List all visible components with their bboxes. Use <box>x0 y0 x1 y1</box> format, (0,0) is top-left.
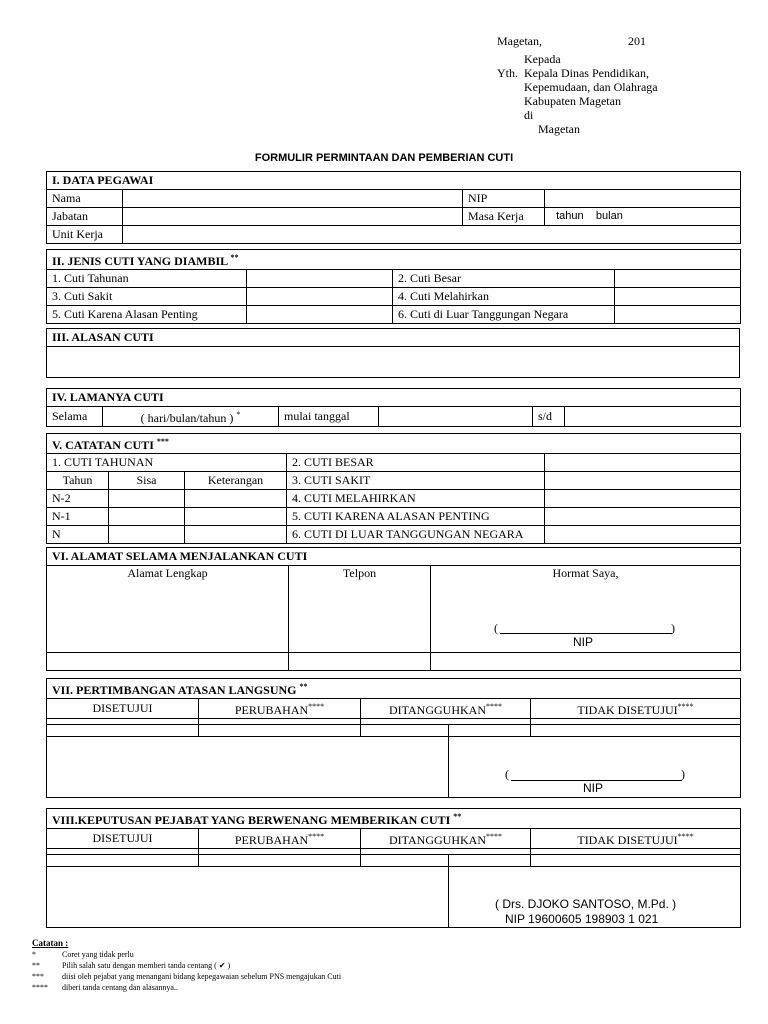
s7-col-tidak-disetujui-mark: **** <box>677 702 694 711</box>
yth-label: Yth. <box>497 66 518 80</box>
s8-col-ditangguhkan <box>361 829 531 849</box>
s7-col-ditangguhkan-text: DITANGGUHKAN <box>388 703 487 717</box>
cuti-luar-tanggungan-label: 6. Cuti di Luar Tanggungan Negara <box>393 306 615 324</box>
note-item <box>32 949 341 960</box>
cuti-alasan-penting-check[interactable] <box>247 306 393 324</box>
row-n2-sisa[interactable] <box>109 490 185 508</box>
section-5-mark: *** <box>156 437 169 446</box>
section-4-title: IV. LAMANYA CUTI <box>47 389 741 407</box>
s6-paren-close: ) <box>671 621 675 635</box>
note-mark: *** <box>32 972 44 981</box>
cuti-sakit-check[interactable] <box>247 288 393 306</box>
durasi-mark: * <box>236 410 241 419</box>
selama-label: Selama <box>47 407 103 427</box>
s7-alasan-field[interactable] <box>47 725 449 798</box>
s7-paren-open: ( <box>505 767 509 781</box>
s7-col-tidak-disetujui-text: TIDAK DISETUJUI <box>577 703 678 717</box>
s8-col-ditangguhkan-mark: **** <box>486 832 503 841</box>
s7-nip-label: NIP <box>583 781 604 795</box>
s7-col-perubahan <box>199 699 361 719</box>
row-n-label: N <box>47 526 109 544</box>
note-item <box>32 971 341 982</box>
s7-col-perubahan-text: PERUBAHAN <box>234 703 309 717</box>
mulai-tanggal-field[interactable] <box>379 407 533 427</box>
section-catatan-cuti <box>46 433 741 544</box>
cuti-tahunan-check[interactable] <box>247 270 393 288</box>
row-n2-label: N-2 <box>47 490 109 508</box>
catatan-alasan-penting-field[interactable] <box>545 508 741 526</box>
catatan-alasan-penting-label: 5. CUTI KARENA ALASAN PENTING <box>287 508 545 526</box>
nip-field[interactable] <box>545 190 741 208</box>
s8-col-perubahan <box>199 829 361 849</box>
s8-col-perubahan-text: PERUBAHAN <box>234 833 309 847</box>
section-alasan-cuti <box>46 328 740 378</box>
section-7-title <box>47 679 741 699</box>
note-mark: * <box>32 950 36 959</box>
hormat-extra-cell <box>431 653 741 671</box>
section-7-title-text: VII. PERTIMBANGAN ATASAN LANGSUNG <box>52 683 297 697</box>
telpon-field[interactable] <box>289 566 431 653</box>
s8-col-disetujui: DISETUJUI <box>47 829 199 849</box>
note-item <box>32 982 341 993</box>
kepada-label: Kepada <box>524 52 561 66</box>
masa-kerja-label: Masa Kerja <box>463 208 545 226</box>
catatan-tahunan-label: 1. CUTI TAHUNAN <box>47 454 287 472</box>
section-alamat <box>46 547 741 671</box>
col-keterangan: Keterangan <box>185 472 287 490</box>
s8-col-tidak-disetujui-text: TIDAK DISETUJUI <box>577 833 678 847</box>
city-label: Magetan <box>538 122 580 136</box>
note-text: diisi oleh pejabat yang menangani bidang kepegawaian sebelum PNS mengajukan Cuti <box>62 972 342 981</box>
section-8-title-text: VIII.KEPUTUSAN PEJABAT YANG BERWENANG MEMBERIKAN CUTI <box>52 813 451 827</box>
section-2-title <box>47 250 741 270</box>
s8-col-tidak-disetujui-mark: **** <box>677 832 694 841</box>
section-3-title: III. ALASAN CUTI <box>47 329 740 347</box>
telpon-label: Telpon <box>342 566 377 580</box>
alasan-cuti-field[interactable] <box>47 347 740 378</box>
recipient-line-3: Kabupaten Magetan <box>524 94 621 108</box>
cuti-luar-tanggungan-check[interactable] <box>615 306 741 324</box>
section-5-title-text: V. CATATAN CUTI <box>52 438 154 452</box>
col-tahun: Tahun <box>47 472 109 490</box>
s8-col-ditangguhkan-text: DITANGGUHKAN <box>388 833 487 847</box>
s6-signature-line[interactable] <box>500 633 672 634</box>
row-n2-keterangan[interactable] <box>185 490 287 508</box>
s7-col-ditangguhkan <box>361 699 531 719</box>
catatan-title: Catatan : <box>32 938 69 948</box>
cuti-besar-label: 2. Cuti Besar <box>393 270 615 288</box>
recipient-line-1: Kepala Dinas Pendidikan, <box>524 66 649 80</box>
jabatan-field[interactable] <box>123 208 463 226</box>
catatan-besar-field[interactable] <box>545 454 741 472</box>
row-n1-label: N-1 <box>47 508 109 526</box>
alamat-extra-field[interactable] <box>47 653 289 671</box>
alamat-label: Alamat Lengkap <box>127 566 208 580</box>
s8-alasan-field[interactable] <box>47 855 449 928</box>
cuti-besar-check[interactable] <box>615 270 741 288</box>
mulai-tanggal-label: mulai tanggal <box>279 407 379 427</box>
telpon-extra-field[interactable] <box>289 653 431 671</box>
note-mark: ** <box>32 961 40 970</box>
masa-kerja-field[interactable] <box>545 208 741 226</box>
unit-kerja-field[interactable] <box>123 226 741 244</box>
form-title: FORMULIR PERMINTAAN DAN PEMBERIAN CUTI <box>254 152 514 164</box>
nip-label: NIP <box>463 190 545 208</box>
sd-label: s/d <box>533 407 565 427</box>
section-lamanya-cuti <box>46 388 741 427</box>
unit-kerja-label: Unit Kerja <box>47 226 123 244</box>
selama-field[interactable] <box>103 407 279 427</box>
nama-field[interactable] <box>123 190 463 208</box>
s8-signer-nip: NIP 19600605 198903 1 021 <box>505 912 659 926</box>
section-8-mark: ** <box>453 812 462 821</box>
cuti-melahirkan-check[interactable] <box>615 288 741 306</box>
catatan-sakit-label: 3. CUTI SAKIT <box>287 472 545 490</box>
recipient-line-2: Kepemudaan, dan Olahraga <box>524 80 658 94</box>
s6-paren-open: ( <box>494 621 498 635</box>
s7-col-tidak-disetujui <box>531 699 741 719</box>
note-text: diberi tanda centang dan alasannya.. <box>62 983 178 992</box>
s7-col-disetujui: DISETUJUI <box>47 699 199 719</box>
section-2-mark: ** <box>230 253 239 262</box>
s8-col-perubahan-mark: **** <box>308 832 325 841</box>
s7-notes-box <box>46 724 741 798</box>
sampai-tanggal-field[interactable] <box>565 407 741 427</box>
cuti-melahirkan-label: 4. Cuti Melahirkan <box>393 288 615 306</box>
section-7-mark: ** <box>299 682 308 691</box>
section-8-title <box>47 809 741 829</box>
s7-col-ditangguhkan-mark: **** <box>486 702 503 711</box>
row-n-sisa[interactable] <box>109 526 185 544</box>
s8-signer-name: ( Drs. DJOKO SANTOSO, M.Pd. ) <box>495 897 677 911</box>
s6-nip-label: NIP <box>573 635 594 649</box>
s7-col-perubahan-mark: **** <box>308 702 325 711</box>
catatan-luar-tanggungan-label: 6. CUTI DI LUAR TANGGUNGAN NEGARA <box>287 526 545 544</box>
cuti-sakit-label: 3. Cuti Sakit <box>47 288 247 306</box>
section-2-title-text: II. JENIS CUTI YANG DIAMBIL <box>52 254 228 268</box>
section-data-pegawai <box>46 171 741 244</box>
catatan-notes <box>32 938 341 993</box>
note-mark: **** <box>32 983 48 992</box>
catatan-luar-tanggungan-field[interactable] <box>545 526 741 544</box>
note-text: Pilih salah satu dengan memberi tanda centang ( ✔ ) <box>62 961 231 970</box>
col-sisa: Sisa <box>109 472 185 490</box>
s8-col-tidak-disetujui <box>531 829 741 849</box>
di-label: di <box>524 108 534 122</box>
row-n1-sisa[interactable] <box>109 508 185 526</box>
section-1-title: I. DATA PEGAWAI <box>47 172 741 190</box>
cuti-alasan-penting-label: 5. Cuti Karena Alasan Penting <box>47 306 247 324</box>
s7-paren-close: ) <box>681 767 685 781</box>
section-6-title: VI. ALAMAT SELAMA MENJALANKAN CUTI <box>47 548 741 566</box>
bulan-label: bulan <box>595 210 623 222</box>
catatan-melahirkan-label: 4. CUTI MELAHIRKAN <box>287 490 545 508</box>
note-item <box>32 960 341 971</box>
alamat-field[interactable] <box>47 566 289 653</box>
section-5-title <box>47 434 741 454</box>
jabatan-label: Jabatan <box>47 208 123 226</box>
note-text: Coret yang tidak perlu <box>62 950 134 959</box>
nama-label: Nama <box>47 190 123 208</box>
cuti-tahunan-label: 1. Cuti Tahunan <box>47 270 247 288</box>
year-label: 201 <box>628 34 646 48</box>
catatan-sakit-field[interactable] <box>545 472 741 490</box>
place-label: Magetan, <box>497 34 542 48</box>
tahun-label: tahun <box>556 210 584 222</box>
hormat-saya-label: Hormat Saya, <box>552 566 619 580</box>
row-n-keterangan[interactable] <box>185 526 287 544</box>
section-jenis-cuti <box>46 249 741 324</box>
row-n1-keterangan[interactable] <box>185 508 287 526</box>
catatan-melahirkan-field[interactable] <box>545 490 741 508</box>
catatan-besar-label: 2. CUTI BESAR <box>287 454 545 472</box>
durasi-unit: ( hari/bulan/tahun ) <box>140 411 234 425</box>
